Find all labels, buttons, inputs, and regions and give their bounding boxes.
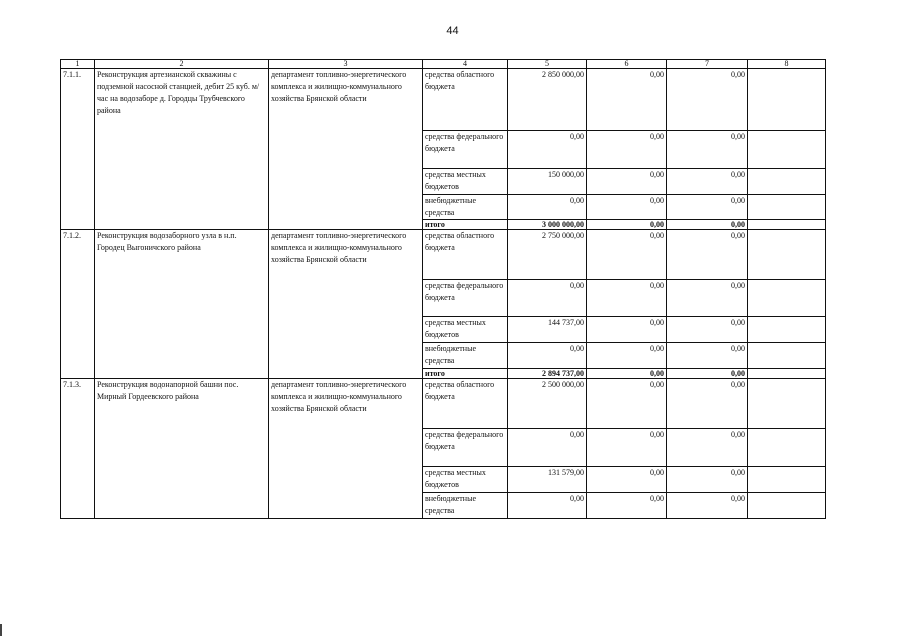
column-header: 7: [667, 60, 748, 69]
amount-col5: 0,00: [508, 195, 587, 220]
total-col5: 3 000 000,00: [508, 220, 587, 230]
amount-col6: 0,00: [587, 169, 667, 195]
amount-col5: 131 579,00: [508, 467, 587, 493]
column-header: 8: [748, 60, 826, 69]
funding-source: внебюджетные средства: [423, 343, 508, 369]
amount-col7: 0,00: [667, 343, 748, 369]
col8-cell: [748, 467, 826, 493]
amount-col7: 0,00: [667, 379, 748, 429]
col8-cell: [748, 493, 826, 519]
amount-col7: 0,00: [667, 493, 748, 519]
funding-source: средства местных бюджетов: [423, 317, 508, 343]
total-col6: 0,00: [587, 220, 667, 230]
amount-col6: 0,00: [587, 343, 667, 369]
amount-col6: 0,00: [587, 317, 667, 343]
funding-source: средства федерального бюджета: [423, 429, 508, 467]
amount-col5: 2 750 000,00: [508, 230, 587, 280]
funding-source: средства областного бюджета: [423, 379, 508, 429]
amount-col5: 2 500 000,00: [508, 379, 587, 429]
amount-col7: 0,00: [667, 317, 748, 343]
column-number-row: [61, 60, 826, 69]
scan-edge-mark: [0, 624, 2, 636]
funding-source: средства федерального бюджета: [423, 131, 508, 169]
amount-col5: 0,00: [508, 429, 587, 467]
total-label: итого: [423, 220, 508, 230]
amount-col5: 2 850 000,00: [508, 69, 587, 131]
item-name: Реконструкция водозаборного узла в н.п. Городец Выгоничского района: [95, 230, 269, 379]
amount-col5: 150 000,00: [508, 169, 587, 195]
amount-col6: 0,00: [587, 379, 667, 429]
col8-cell: [748, 317, 826, 343]
col8-cell: [748, 69, 826, 131]
table-row: [61, 69, 826, 131]
item-code: 7.1.3.: [61, 379, 95, 519]
amount-col6: 0,00: [587, 69, 667, 131]
col8-cell: [748, 195, 826, 220]
col8-cell: [748, 131, 826, 169]
funding-source: средства местных бюджетов: [423, 467, 508, 493]
column-header: 4: [423, 60, 508, 69]
item-executor: департамент топливно-энергетического комплекса и жилищно-коммунального хозяйства Брянской области: [269, 69, 423, 230]
amount-col6: 0,00: [587, 195, 667, 220]
col8-cell: [748, 169, 826, 195]
item-name: Реконструкция водонапорной башни пос. Мирный Гордеевского района: [95, 379, 269, 519]
funding-source: внебюджетные средства: [423, 195, 508, 220]
item-executor: департамент топливно-энергетического комплекса и жилищно-коммунального хозяйства Брянской области: [269, 379, 423, 519]
amount-col6: 0,00: [587, 429, 667, 467]
page-number: 44: [446, 25, 459, 37]
funding-source: средства областного бюджета: [423, 230, 508, 280]
column-header: 3: [269, 60, 423, 69]
funding-source: средства областного бюджета: [423, 69, 508, 131]
amount-col6: 0,00: [587, 131, 667, 169]
col8-cell: [748, 230, 826, 280]
amount-col7: 0,00: [667, 230, 748, 280]
amount-col6: 0,00: [587, 467, 667, 493]
item-executor: департамент топливно-энергетического комплекса и жилищно-коммунального хозяйства Брянской области: [269, 230, 423, 379]
amount-col5: 144 737,00: [508, 317, 587, 343]
amount-col5: 0,00: [508, 493, 587, 519]
amount-col7: 0,00: [667, 169, 748, 195]
column-header: 6: [587, 60, 667, 69]
total-col7: 0,00: [667, 369, 748, 379]
amount-col5: 0,00: [508, 280, 587, 317]
amount-col7: 0,00: [667, 69, 748, 131]
amount-col7: 0,00: [667, 195, 748, 220]
budget-table: [60, 59, 826, 519]
table-row: [61, 230, 826, 280]
amount-col5: 0,00: [508, 131, 587, 169]
amount-col5: 0,00: [508, 343, 587, 369]
funding-source: средства федерального бюджета: [423, 280, 508, 317]
amount-col7: 0,00: [667, 429, 748, 467]
amount-col6: 0,00: [587, 493, 667, 519]
amount-col7: 0,00: [667, 280, 748, 317]
col8-cell: [748, 343, 826, 369]
total-col7: 0,00: [667, 220, 748, 230]
total-col6: 0,00: [587, 369, 667, 379]
col8-cell: [748, 220, 826, 230]
col8-cell: [748, 429, 826, 467]
amount-col6: 0,00: [587, 230, 667, 280]
total-label: итого: [423, 369, 508, 379]
funding-source: средства местных бюджетов: [423, 169, 508, 195]
col8-cell: [748, 280, 826, 317]
item-code: 7.1.2.: [61, 230, 95, 379]
amount-col7: 0,00: [667, 131, 748, 169]
column-header: 1: [61, 60, 95, 69]
column-header: 2: [95, 60, 269, 69]
amount-col7: 0,00: [667, 467, 748, 493]
item-name: Реконструкция артезианской скважины с подземной насосной станцией, дебит 25 куб. м/час на водозаборе д. Городцы Трубчевского района: [95, 69, 269, 230]
col8-cell: [748, 379, 826, 429]
column-header: 5: [508, 60, 587, 69]
col8-cell: [748, 369, 826, 379]
total-col5: 2 894 737,00: [508, 369, 587, 379]
item-code: 7.1.1.: [61, 69, 95, 230]
table-row: [61, 379, 826, 429]
amount-col6: 0,00: [587, 280, 667, 317]
funding-source: внебюджетные средства: [423, 493, 508, 519]
